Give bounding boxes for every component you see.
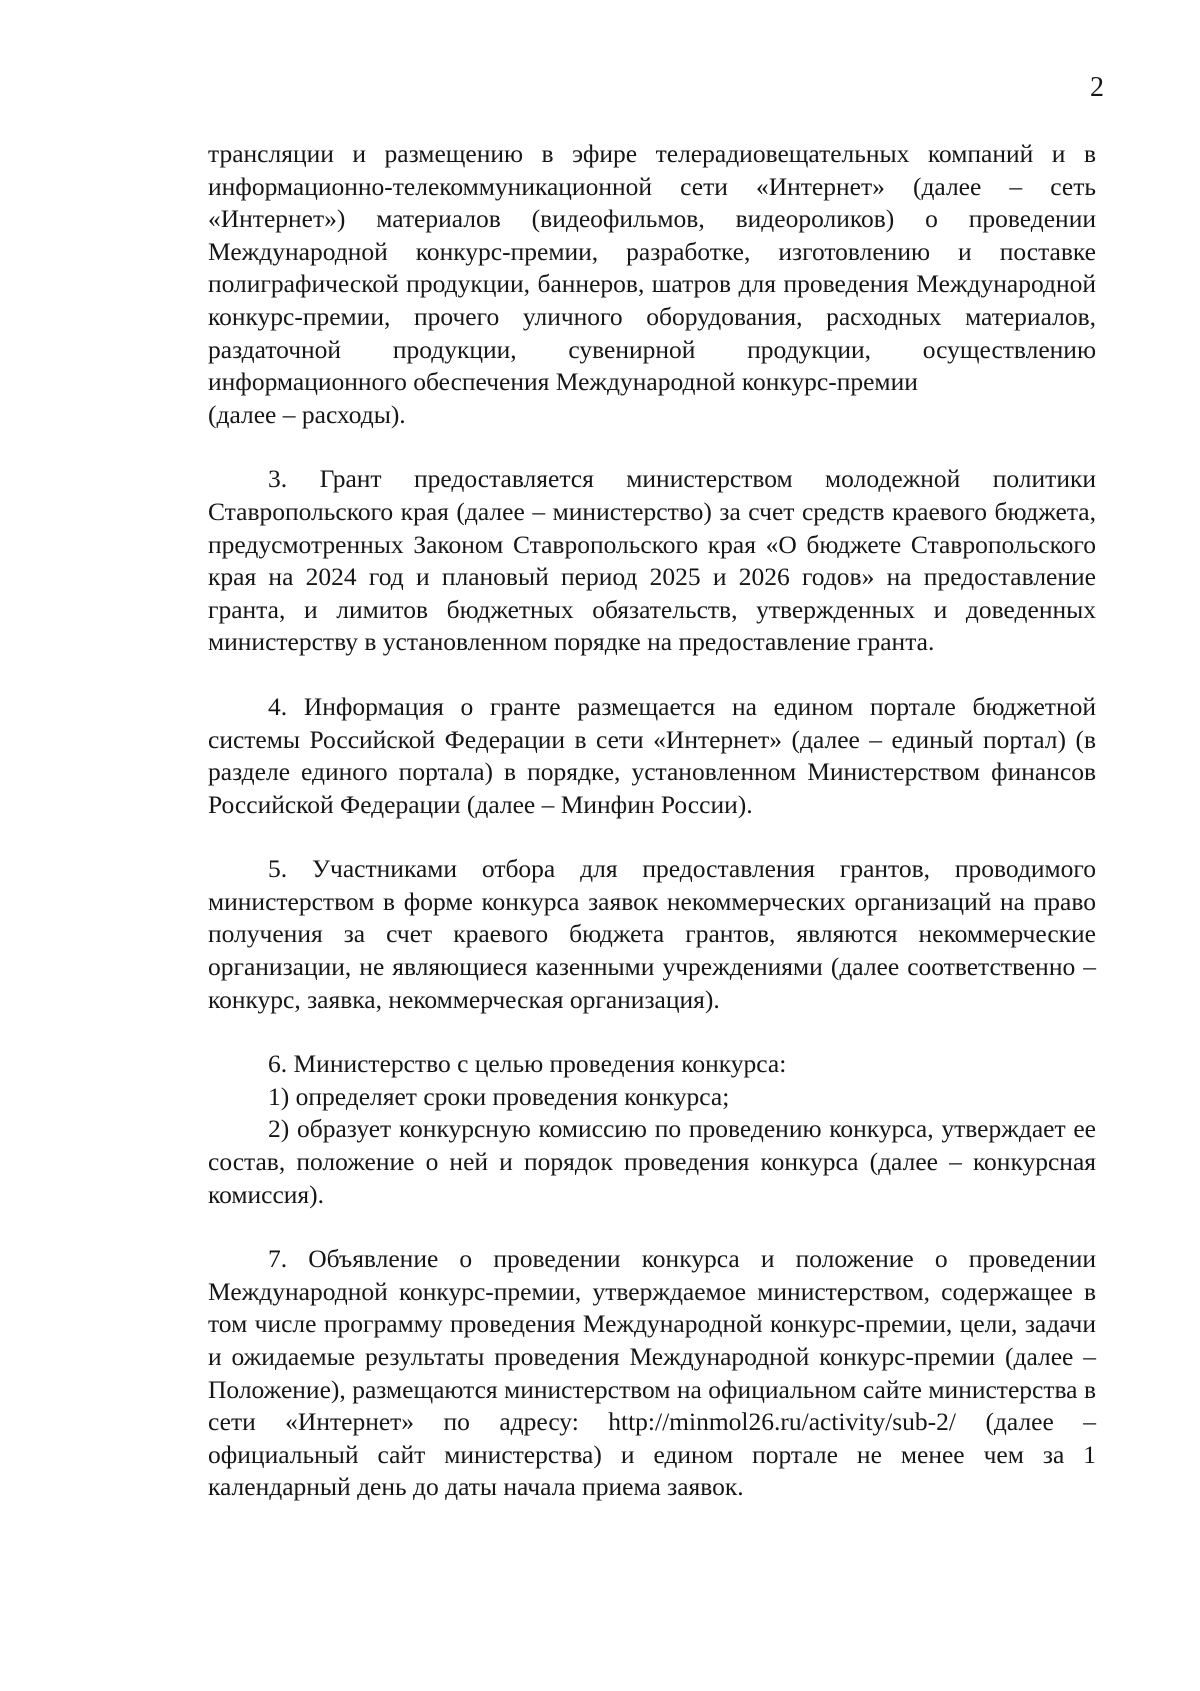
paragraph-2-continuation: трансляции и размещению в эфире телерадиовещательных компаний и в информационно-телекоммуникационной сети «Интернет» (далее – сеть «Интернет») материалов (видеофильмов, видеороликов) о проведении Международной конкурс-премии, разработке, изготовлению и поставке полиграфической продукции, баннеров, шатров для проведения Международной конкурс-премии, прочего уличного оборудования, расходных материалов, раздаточной продукции, сувенирной продукции, осуществлению информационного обеспечения Международной конкурс-премии: [208, 139, 1096, 397]
document-body: [208, 138, 1096, 1504]
paragraph-3: 3. Грант предоставляется министерством молодежной политики Ставропольского края (далее – министерство) за счет средств краевого бюджета, предусмотренных Законом Ставропольского края «О бюджете Ставропольского края на 2024 год и плановый период 2025 и 2026 годов» на предоставление гранта, и лимитов бюджетных обязательств, утвержденных и доведенных министерству в установленном порядке на предоставление гранта.: [208, 464, 1096, 657]
paragraph-4: 4. Информация о гранте размещается на едином портале бюджетной системы Российской Федерации в сети «Интернет» (далее – единый портал) (в разделе единого портала) в порядке, установленном Министерством финансов Российской Федерации (далее – Минфин России).: [208, 691, 1096, 819]
paragraph-5: 5. Участниками отбора для предоставления грантов, проводимого министерством в форме конкурса заявок некоммерческих организаций на право получения за счет краевого бюджета грантов, являются некоммерческие организации, не являющиеся казенными учреждениями (далее соответственно – конкурс, заявка, некоммерческая организация).: [208, 854, 1096, 1014]
page-number: 2: [1090, 72, 1104, 103]
paragraph-7: 7. Объявление о проведении конкурса и положение о проведении Международной конкурс-премии, утверждаемое министерством, содержащее в том числе программу проведения Международной конкурс-премии, цели, задачи и ожидаемые результаты проведения Международной конкурс-премии (далее – Положение), размещаются министерством на официальном сайте министерства в сети «Интернет» по адресу: http://minmol26.ru/activity/sub-2/ (далее – официальный сайт министерства) и едином портале не менее чем за 1 календарный день до даты начала приема заявок.: [208, 1244, 1096, 1502]
paragraph-6-item-2: 2) образует конкурсную комиссию по проведению конкурса, утверждает ее состав, положение о ней и порядок проведения конкурса (далее – конкурсная комиссия).: [208, 1114, 1096, 1209]
paragraph-6-item-1: 1) определяет сроки проведения конкурса;: [268, 1081, 730, 1111]
paragraph-6: 6. Министерство с целью проведения конкурса:: [268, 1049, 787, 1079]
paragraph-2-tail: (далее – расходы).: [208, 399, 406, 429]
